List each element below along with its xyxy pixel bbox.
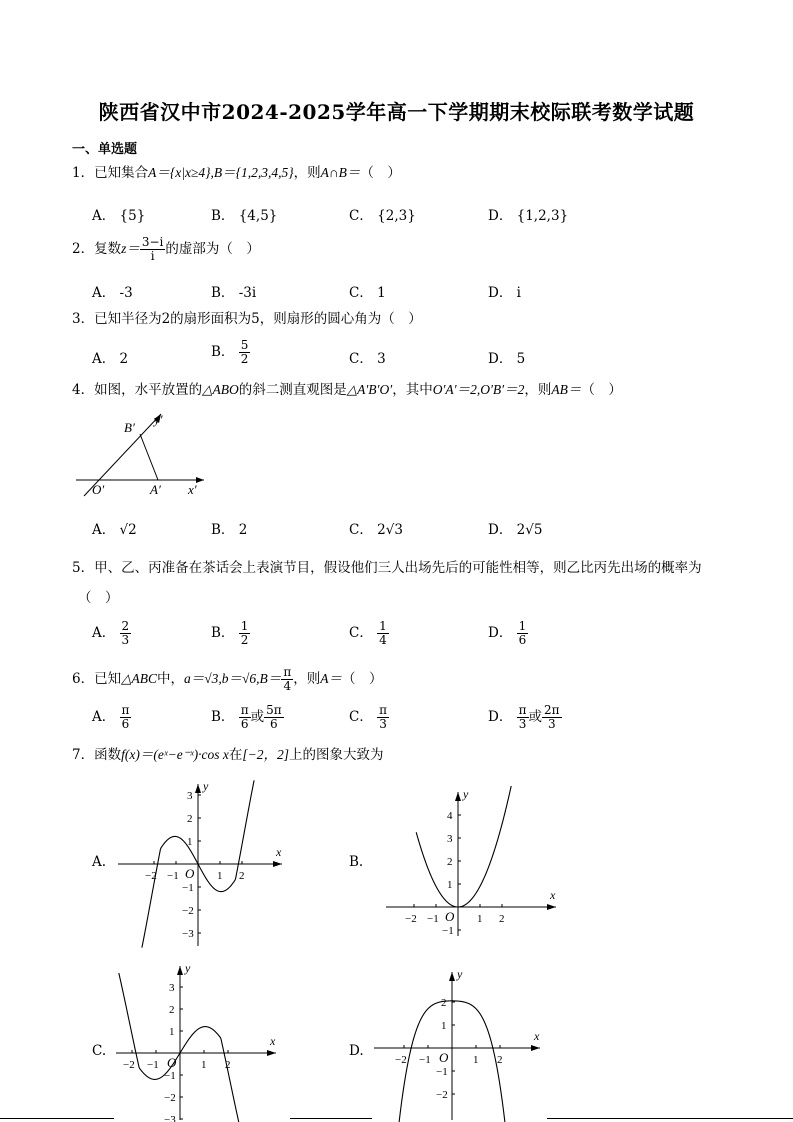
label-y: y′ [154, 412, 163, 427]
x-axis-label: x [276, 845, 282, 859]
question-6: 6．已知△ABC中，a＝√3,b＝√6,B＝ $\frac{\pi}{4}$ ，则A＝（ ） [72, 665, 383, 693]
label-b: B′ [124, 420, 135, 435]
label-o: O′ [92, 482, 105, 497]
function-curve [416, 786, 515, 907]
q4-option-d[interactable]: D． 2√5 [488, 522, 543, 538]
page-title: 陕西省汉中市2024-2025学年高一下学期期末校际联考数学试题 [98, 100, 695, 124]
x-tick-label: 1 [473, 1054, 479, 1066]
question-2: 2．复数z＝ $\frac{3-i}{i}$ 的虚部为（ ） [72, 235, 260, 263]
q1-option-a[interactable]: A． {5} [92, 208, 146, 224]
x-tick-label: −2 [145, 870, 157, 882]
y-tick-label: 1 [447, 879, 453, 891]
q3-option-b[interactable]: B． $\frac{5}{2}$ [211, 338, 249, 366]
y-tick-label: 1 [187, 836, 193, 848]
y-axis-label: y [203, 779, 209, 793]
y-axis-arrow [449, 972, 455, 981]
q6-option-c[interactable]: C． $\frac{\pi}{3}$ [349, 703, 388, 731]
y-axis-arrow [195, 784, 201, 793]
origin-label: O [185, 866, 195, 881]
y-tick-label: 2 [187, 813, 193, 825]
x-tick-label: 1 [217, 870, 223, 882]
q4-option-a[interactable]: A． √2 [92, 522, 137, 538]
y-axis-arrow [455, 792, 461, 801]
q5-option-d[interactable]: D． $\frac{1}{6}$ [488, 619, 527, 647]
q3-option-c[interactable]: C． 3 [349, 351, 386, 367]
x-axis-arrow [531, 1045, 540, 1051]
y-axis-label: y [457, 967, 463, 981]
y-tick-label: −3 [182, 928, 194, 940]
question-1 [72, 164, 401, 182]
x-tick-label: 1 [201, 1059, 207, 1071]
x-axis-label: x [550, 888, 556, 902]
q6-option-b[interactable]: B． $\frac{\pi}{6}$ 或 $\frac{5\pi}{6}$ [211, 703, 282, 731]
question-4: 4．如图，水平放置的△ABO的斜二测直观图是△A′B′O′，其中O′A′＝2,O′B′＝2，则AB＝（ ） [72, 382, 622, 398]
question-3: 3．已知半径为2的扇形面积为5，则扇形的圆心角为（ ） [72, 311, 422, 327]
x-tick-label: −2 [123, 1059, 135, 1071]
y-tick-label: −2 [164, 1092, 176, 1104]
x-tick-label: 1 [477, 913, 483, 925]
y-tick-label: 3 [187, 790, 193, 802]
graph-b[interactable] [380, 786, 560, 940]
q6-option-a[interactable]: A． $\frac{\pi}{6}$ [92, 703, 130, 731]
question-7: 7．函数f(x)＝(eˣ−e⁻ˣ)·cos x在[−2，2]上的图象大致为 [72, 747, 384, 763]
q5-option-c[interactable]: C． $\frac{1}{4}$ [349, 619, 387, 647]
x-tick-label: −2 [405, 913, 417, 925]
y-tick-label: 1 [169, 1026, 175, 1038]
segment-ab [140, 434, 158, 480]
x-tick-label: −1 [419, 1054, 431, 1066]
graph-a[interactable] [110, 778, 290, 950]
x-tick-label: −1 [427, 913, 439, 925]
q5-option-b[interactable]: B． $\frac{1}{2}$ [211, 619, 249, 647]
x-tick-label: −2 [395, 1054, 407, 1066]
y-tick-label: −1 [442, 925, 454, 937]
q3-option-a[interactable]: A． 2 [92, 351, 129, 367]
q4-option-c[interactable]: C． 2√3 [349, 522, 403, 538]
q1-expr: A＝{x|x≥4},B＝{1,2,3,4,5} [148, 165, 294, 180]
question-5: 5．甲、乙、丙准备在茶话会上表演节目，假设他们三人出场先后的可能性相等，则乙比丙先出场的概率为 [72, 560, 702, 576]
q1-expr2: A∩B＝ [320, 165, 361, 180]
y-tick-label: 2 [169, 1004, 175, 1016]
q1-stem-a: 已知集合 [94, 165, 149, 181]
footer-rule-2 [290, 1118, 372, 1119]
footer-rule-3 [547, 1118, 793, 1119]
y-tick-label: −1 [436, 1066, 448, 1078]
q7-option-c-label[interactable]: C. [92, 1043, 107, 1059]
origin-label: O [439, 1050, 449, 1065]
y-tick-label: 3 [169, 982, 175, 994]
y-tick-label: −2 [182, 905, 194, 917]
x-tick-label: 2 [225, 1059, 231, 1071]
label-a: A′ [150, 482, 161, 497]
q7-option-d-label[interactable]: D. [349, 1043, 364, 1059]
q1-option-c[interactable]: C． {2,3} [349, 208, 416, 224]
y-tick-label: 3 [447, 833, 453, 845]
y-axis-label: y [463, 787, 469, 801]
q4-option-b[interactable]: B． 2 [211, 522, 248, 538]
y-tick-label: 2 [447, 856, 453, 868]
q1-option-b[interactable]: B． {4,5} [211, 208, 278, 224]
question-5-paren: （ ） [78, 590, 119, 606]
section-heading: 一、单选题 [72, 142, 138, 157]
footer-rule-1 [0, 1118, 114, 1119]
q6-option-d[interactable]: D． $\frac{\pi}{3}$ 或 $\frac{2\pi}{3}$ [488, 703, 560, 731]
y-tick-label: 1 [441, 1020, 447, 1032]
origin-label: O [445, 909, 455, 924]
y-tick-label: −3 [164, 1114, 176, 1122]
x-tick-label: 2 [239, 870, 245, 882]
x-axis-arrow [196, 477, 204, 483]
origin-label: O [167, 1055, 177, 1070]
q1-option-d[interactable]: D． {1,2,3} [488, 208, 569, 224]
q5-option-a[interactable]: A． $\frac{2}{3}$ [92, 619, 130, 647]
x-axis-label: x [270, 1034, 276, 1048]
graph-d[interactable] [370, 966, 550, 1122]
x-axis-arrow [267, 1050, 276, 1056]
x-axis-arrow [273, 861, 282, 867]
x-axis-arrow [547, 904, 556, 910]
y-tick-label: −2 [436, 1089, 448, 1101]
x-tick-label: 2 [499, 913, 505, 925]
y-axis-label: y [185, 961, 191, 975]
q3-option-d[interactable]: D． 5 [488, 351, 526, 367]
y-tick-label: 2 [441, 997, 447, 1009]
y-tick-label: −1 [182, 882, 194, 894]
oblique-projection-figure [70, 408, 210, 500]
label-x: x′ [188, 482, 197, 497]
x-tick-label: 2 [497, 1054, 503, 1066]
y-tick-label: 4 [447, 810, 453, 822]
graph-c[interactable] [110, 960, 290, 1122]
q2-option-c[interactable]: C． 1 [349, 285, 386, 301]
x-axis-label: x [534, 1029, 540, 1043]
x-tick-label: −1 [167, 870, 179, 882]
q7-option-a-label[interactable]: A. [92, 854, 107, 870]
q1-stem-c: （ ） [360, 165, 401, 181]
q7-option-b-label[interactable]: B. [349, 854, 364, 870]
q1-num: 1． [72, 165, 95, 181]
q2-option-b[interactable]: B． -3i [211, 285, 257, 301]
q2-option-d[interactable]: D． i [488, 285, 521, 301]
y-tick-label: −1 [164, 1070, 176, 1082]
q2-option-a[interactable]: A． -3 [92, 285, 133, 301]
x-tick-label: −1 [147, 1059, 159, 1071]
y-axis-arrow [177, 966, 183, 975]
q1-stem-b: ，则 [293, 165, 321, 181]
